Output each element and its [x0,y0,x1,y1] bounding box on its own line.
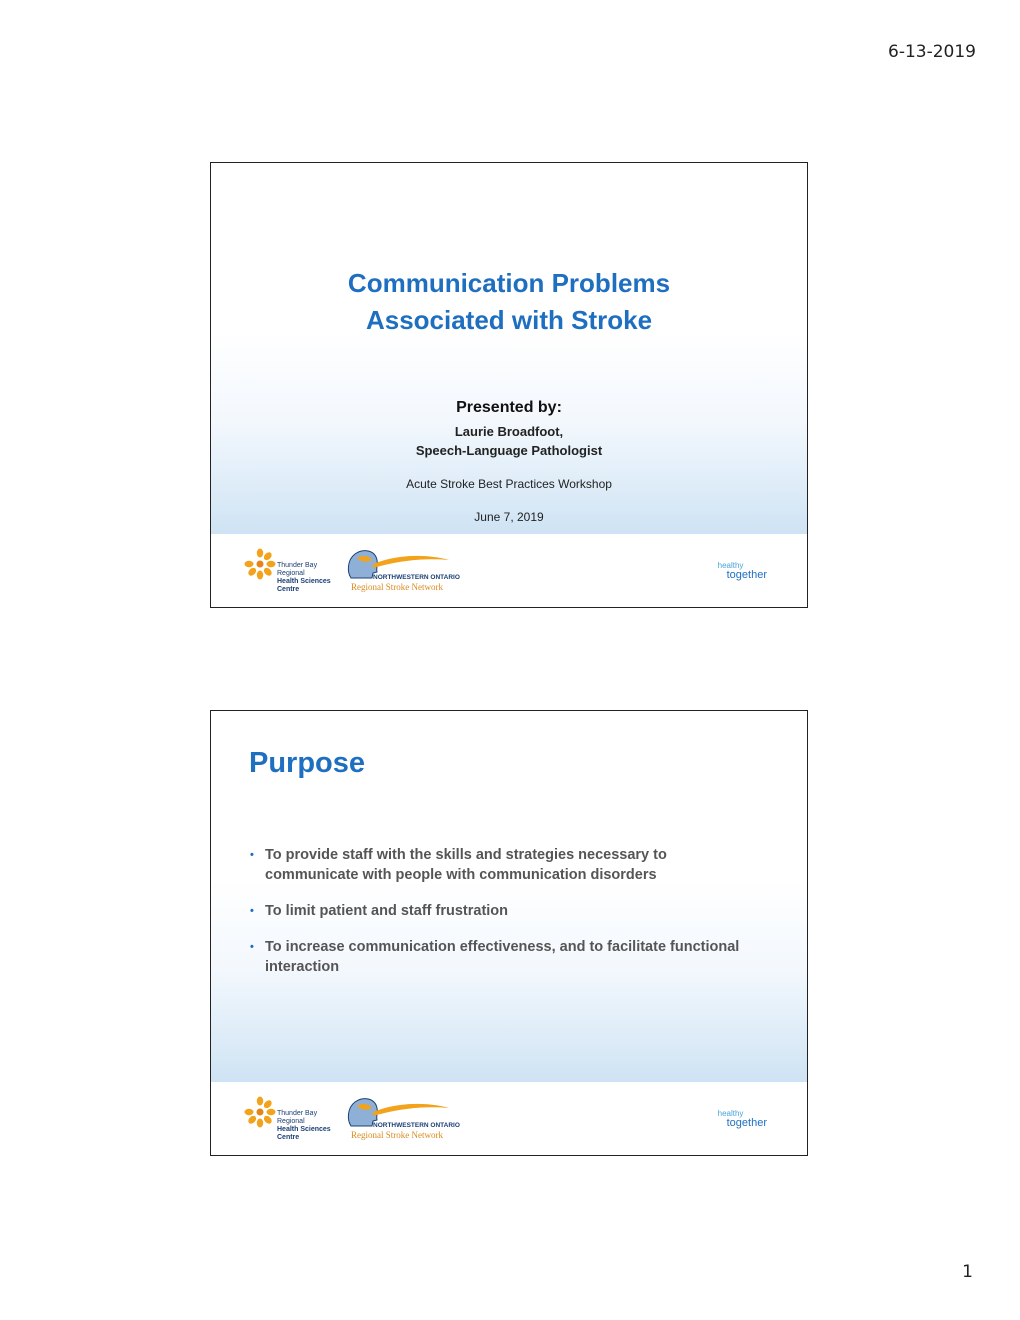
nwo-text-bottom: Regional Stroke Network [351,1130,443,1140]
thunder-bay-logo-text [277,1110,336,1142]
bullet-list [249,845,749,993]
page-number: 1 [962,1262,973,1282]
healthy-together-logo [718,562,767,581]
ht-text-top: healthy [717,1109,744,1118]
tb-line-2: Health Sciences [277,1126,331,1133]
tb-line-3: Centre [277,586,300,593]
nwo-text-top: NORTHWESTERN ONTARIO [373,1122,460,1129]
presented-by-label: Presented by: [456,399,562,416]
workshop-name: Acute Stroke Best Practices Workshop [406,477,612,491]
tb-line-1: Thunder Bay Regional [277,1110,318,1125]
presenter-role: Speech-Language Pathologist [415,443,603,458]
tb-line-3: Centre [277,1134,300,1141]
ht-text-top: healthy [717,561,744,570]
thunder-bay-logo [244,548,336,594]
bullet-icon: • [250,849,254,861]
tb-line-2: Health Sciences [277,578,331,585]
slide-title-line-1: Communication Problems [347,268,671,298]
bullet-icon: • [250,905,254,917]
bullet-text: To provide staff with the skills and strategies necessary to communicate with people with communication disorders [265,847,667,883]
list-item [249,901,749,921]
healthy-together-logo [718,1110,767,1129]
slide-footer [211,1082,807,1155]
page-date: 6-13-2019 [888,42,976,62]
sunflower-icon [244,1096,276,1130]
bullet-text: To limit patient and staff frustration [265,903,509,919]
slide-title-line-2: Associated with Stroke [365,305,653,335]
list-item [249,937,749,977]
ht-text-bottom: together [726,1117,767,1129]
slide-footer [211,534,807,607]
presenter-name: Laurie Broadfoot, [454,424,564,439]
ht-text-bottom: together [726,569,767,581]
slide-title [211,265,807,339]
purpose-slide [210,710,808,1156]
stroke-network-logo [343,1096,460,1142]
list-item [249,845,749,885]
nwo-text-bottom: Regional Stroke Network [351,582,443,592]
nwo-text-top: NORTHWESTERN ONTARIO [373,574,460,581]
stroke-network-logo [343,548,460,594]
sunflower-icon [244,548,276,582]
thunder-bay-logo [244,1096,336,1142]
bullet-text: To increase communication effectiveness, and to facilitate functional interaction [265,939,740,975]
presentation-date: June 7, 2019 [474,510,544,524]
thunder-bay-logo-text [277,562,336,594]
bullet-icon: • [250,941,254,953]
slide-title: Purpose [249,747,366,779]
title-slide [210,162,808,608]
tb-line-1: Thunder Bay Regional [277,562,318,577]
presenter-info [211,422,807,460]
